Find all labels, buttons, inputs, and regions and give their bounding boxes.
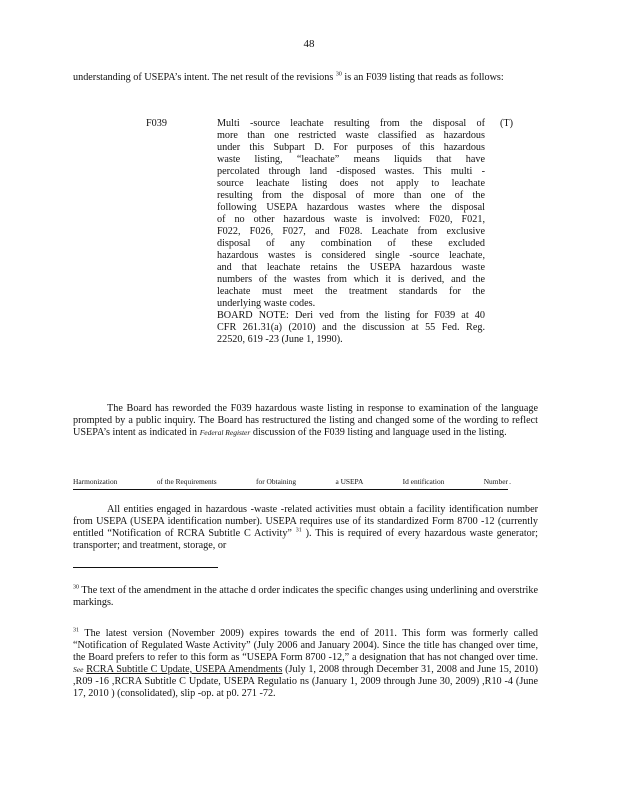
listing-line: resulting from the disposal of more than one of the xyxy=(217,190,485,201)
heading-word: Number xyxy=(483,477,508,486)
paragraph2-text-before: The Board has reworded the F039 hazardous waste listing in response to examination of the language prompted by a public inquiry. The Board has restructured the listing and changed some of the wording to reflect USEPA’s intent as indicated in xyxy=(73,403,538,438)
listing-line: source leachate listing does not apply to leachate xyxy=(217,178,485,189)
listing-line: more than one restricted waste classified as hazardous xyxy=(217,130,485,141)
footnote-31-text-before: The latest version (November 2009) expires towards the end of 2011. This form was formerly called “Notification of Regulated Waste Activity” (July 2006 and January 2004). Since the title has changed over time, the Board prefers to refer to this form as “USEPA Form 8700 -12,” a designation that has not changed over time. xyxy=(73,628,538,663)
intro-text-before: understanding of USEPA’s intent. The net result of the revisions xyxy=(73,72,334,83)
footnote-ref-31: 31 xyxy=(295,527,302,534)
board-note-line: BOARD NOTE: Deri ved from the listing for F039 at 40 xyxy=(217,310,485,321)
listing-line: waste listing, “leachate” means liquids that have xyxy=(217,154,485,165)
listing-description xyxy=(217,118,485,346)
listing-line: of no other hazardous waste is involved: F020, F021, xyxy=(217,214,485,225)
listing-line: Multi -source leachate resulting from the disposal of xyxy=(217,118,485,129)
listing-line: following USEPA hazardous wastes where the disposal xyxy=(217,202,485,213)
rcra-update-citation: RCRA Subtitle C Update, USEPA Amendments xyxy=(86,664,283,675)
board-note-line: CFR 261.31(a) (2010) and the discussion at 55 Fed. Reg. xyxy=(217,322,485,333)
federal-register-citation: Federal Register xyxy=(199,428,251,437)
section-heading xyxy=(73,476,511,490)
heading-word: Harmonization xyxy=(73,477,118,486)
heading-word: of the Requirements xyxy=(156,477,217,486)
footnote-ref-30: 30 xyxy=(335,71,342,78)
intro-paragraph xyxy=(73,72,538,84)
listing-line: under this Subpart D. For purposes of this hazardous xyxy=(217,142,485,153)
footnote-30-text: The text of the amendment in the attache d order indicates the specific changes using underlining and overstrike markings. xyxy=(73,585,538,608)
paragraph3-text-after: ). This is required of every hazardous waste generator; transporter; and treatment, storage, or xyxy=(73,528,538,551)
listing-code: F039 xyxy=(146,118,167,129)
listing-line: underlying waste codes. xyxy=(217,298,316,309)
listing-line: leachate must meet the treatment standards for the xyxy=(217,286,485,297)
board-note-line: 22520, 619 -23 (June 1, 1990). xyxy=(217,334,343,345)
board-reworded-paragraph xyxy=(73,403,538,439)
hazard-code: (T) xyxy=(500,118,514,129)
footnote-31 xyxy=(73,628,538,700)
paragraph3-text-before: All entities engaged in hazardous -waste -related activities must obtain a facility identification number from USEPA (USEPA identification number). USEPA requires use of its standardized Form 8700 -12 (currently entitled “Notification of RCRA Subtitle C Activity” xyxy=(73,504,538,539)
entities-paragraph xyxy=(73,504,538,552)
heading-word: a USEPA xyxy=(335,477,364,486)
page-number: 48 xyxy=(303,38,315,50)
see-signal: See xyxy=(73,665,84,674)
listing-line: and that leachate retains the USEPA hazardous waste xyxy=(217,262,485,273)
listing-line: hazardous wastes is considered single -source leachate, xyxy=(217,250,485,261)
footnote-31-text-after: (July 1, 2008 through December 31, 2008 and June 15, 2010) ,R09 -16 ,RCRA Subtitle C Update, USEPA Regulatio ns (January 1, 2009 through June 30, 2009) ,R10 -4 (June 17, 2010 ) (consolidated), slip -op. at p0. 271 -72. xyxy=(73,664,539,699)
paragraph2-text-after: discussion of the F039 listing and language used in the listing. xyxy=(252,427,507,438)
heading-word: for Obtaining xyxy=(256,477,297,486)
listing-line: percolated through land -disposed wastes. This multi - xyxy=(217,166,485,177)
footnote-number: 30 xyxy=(73,584,79,591)
listing-line: numbers of the wastes from which it is derived, and the xyxy=(217,274,485,285)
heading-period: . xyxy=(509,477,511,486)
heading-word: Id entification xyxy=(402,477,445,486)
footnote-number: 31 xyxy=(73,627,79,634)
listing-line: disposal of any combination of these excluded xyxy=(217,238,485,249)
footnote-30 xyxy=(73,585,538,609)
listing-line: F022, F026, F027, and F028. Leachate from exclusive xyxy=(217,226,485,237)
footnote-separator xyxy=(73,567,218,568)
intro-text-after: is an F039 listing that reads as follows: xyxy=(344,72,504,83)
